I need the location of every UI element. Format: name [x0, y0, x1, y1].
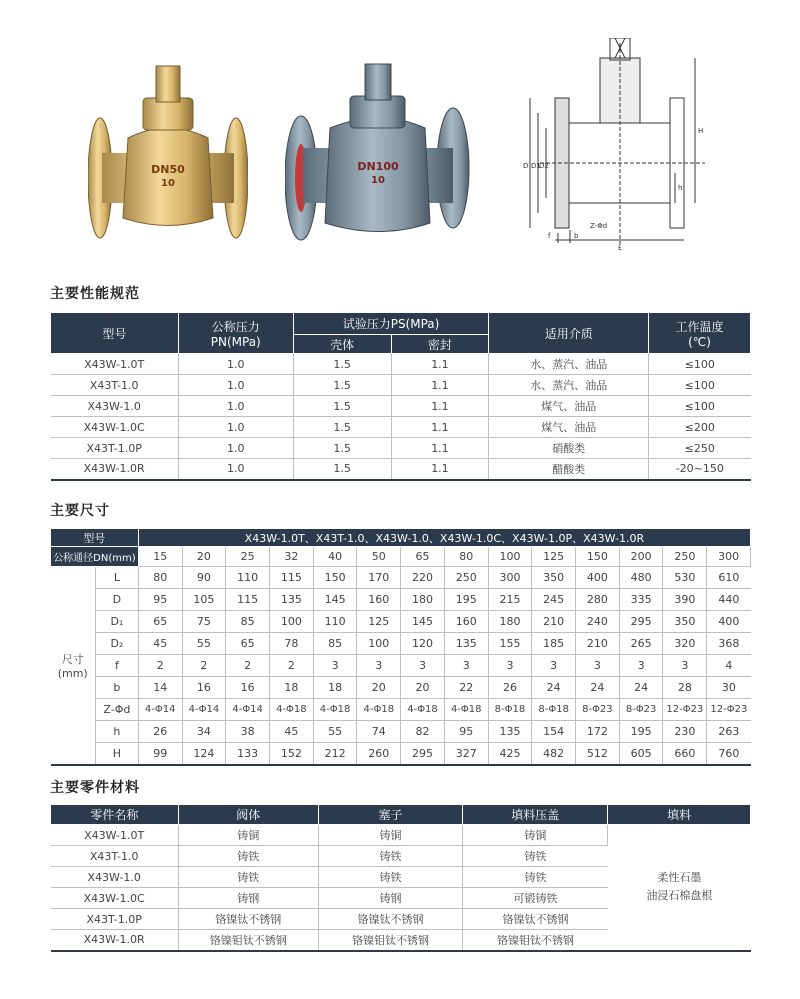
dimension-value: 195 [444, 589, 488, 611]
dimension-row [51, 611, 751, 633]
dn-value: 150 [576, 547, 620, 567]
performance-cell: -20~150 [649, 459, 751, 480]
dimension-value: 4-Φ18 [313, 699, 357, 721]
performance-cell: 煤气、油品 [489, 396, 649, 417]
performance-cell: 1.1 [391, 459, 489, 480]
materials-cell: 铬镍钼钛不锈钢 [463, 930, 608, 951]
dimension-value: 610 [707, 567, 751, 589]
dimension-value: 85 [313, 633, 357, 655]
model-list: X43W-1.0T、X43T-1.0、X43W-1.0、X43W-1.0C、X43W-1.0P、X43W-1.0R [138, 529, 750, 547]
dimension-value: 115 [226, 589, 270, 611]
dimension-value: 185 [532, 633, 576, 655]
dimension-value: 300 [488, 567, 532, 589]
dimension-value: 4-Φ18 [444, 699, 488, 721]
performance-cell: ≤100 [649, 375, 751, 396]
dimension-value: 350 [532, 567, 576, 589]
dn-value: 40 [313, 547, 357, 567]
dimension-label: D₁ [95, 611, 138, 633]
performance-cell: 1.5 [293, 396, 391, 417]
valve1-dn-marking: DN50 [151, 163, 185, 176]
dn-value: 300 [707, 547, 751, 567]
dimension-value: 95 [138, 589, 182, 611]
performance-cell: 水、蒸汽、油品 [489, 375, 649, 396]
dimension-value: 24 [576, 677, 620, 699]
dimension-value: 38 [226, 721, 270, 743]
valve-section-drawing [520, 38, 720, 253]
performance-cell: 1.1 [391, 354, 489, 375]
dimension-value: 105 [182, 589, 226, 611]
dimension-value: 110 [226, 567, 270, 589]
materials-cell: 铬镍钛不锈钢 [463, 909, 608, 930]
materials-cell: X43W-1.0R [51, 930, 179, 951]
dimension-value: 512 [576, 743, 620, 765]
brass-plug-valve-photo [88, 58, 248, 248]
performance-cell: ≤200 [649, 417, 751, 438]
dimension-value: 4 [707, 655, 751, 677]
drawing-label-d2: D2 [539, 162, 549, 170]
performance-cell: 1.0 [178, 354, 293, 375]
dimension-value: 4-Φ18 [357, 699, 401, 721]
materials-cell: 铸钢 [318, 888, 463, 909]
materials-cell: X43W-1.0T [51, 825, 179, 846]
materials-col-header: 塞子 [318, 805, 463, 825]
dimension-value: 8-Φ18 [532, 699, 576, 721]
dn-value: 125 [532, 547, 576, 567]
materials-header-row [51, 805, 751, 825]
dimension-value: 2 [270, 655, 314, 677]
dimension-value: 265 [619, 633, 663, 655]
dimension-value: 80 [138, 567, 182, 589]
performance-row [51, 459, 751, 480]
materials-cell: 铸铁 [463, 867, 608, 888]
materials-cell: 可锻铸铁 [463, 888, 608, 909]
dn-value: 32 [270, 547, 314, 567]
pn-unit: PN(MPa) [210, 334, 261, 349]
dimension-value: 3 [619, 655, 663, 677]
performance-cell: X43W-1.0C [51, 417, 179, 438]
dimension-value: 18 [270, 677, 314, 699]
dimension-value: 170 [357, 567, 401, 589]
dimension-value: 22 [444, 677, 488, 699]
materials-col-header: 填料压盖 [463, 805, 608, 825]
drawing-label-l: L [618, 244, 622, 252]
dimension-value: 16 [182, 677, 226, 699]
dn-value: 200 [619, 547, 663, 567]
dimension-value: 82 [401, 721, 445, 743]
performance-cell: 1.1 [391, 375, 489, 396]
dimension-label: H [95, 743, 138, 765]
dimension-value: 18 [313, 677, 357, 699]
dimension-value: 3 [576, 655, 620, 677]
dimension-value: 760 [707, 743, 751, 765]
materials-col-header: 填料 [608, 805, 751, 825]
materials-col-header: 阀体 [178, 805, 318, 825]
performance-cell: 1.5 [293, 417, 391, 438]
performance-cell: X43W-1.0 [51, 396, 179, 417]
dimension-value: 34 [182, 721, 226, 743]
dn-value: 50 [357, 547, 401, 567]
dimension-value: 150 [313, 567, 357, 589]
temp-unit: (℃) [688, 334, 711, 349]
materials-section-title: 主要零件材料 [50, 780, 140, 796]
dimension-value: 195 [619, 721, 663, 743]
materials-cell: X43W-1.0 [51, 867, 179, 888]
dimension-value: 210 [576, 633, 620, 655]
performance-row [51, 375, 751, 396]
performance-cell: 水、蒸汽、油品 [489, 354, 649, 375]
drawing-label-h-upper: H [698, 127, 704, 135]
dimension-value: 605 [619, 743, 663, 765]
dimension-value: 120 [401, 633, 445, 655]
dimension-value: 172 [576, 721, 620, 743]
dimension-value: 400 [707, 611, 751, 633]
dimension-label: Z-Φd [95, 699, 138, 721]
dimension-value: 45 [138, 633, 182, 655]
dimension-label: b [95, 677, 138, 699]
dimension-value: 220 [401, 567, 445, 589]
dn-value: 65 [401, 547, 445, 567]
drawing-label-b: b [574, 232, 579, 240]
dimension-value: 3 [663, 655, 707, 677]
dimension-value: 480 [619, 567, 663, 589]
dimension-value: 440 [707, 589, 751, 611]
dimension-value: 20 [357, 677, 401, 699]
dimensions-table [50, 528, 751, 766]
materials-cell: 铬镍钛不锈钢 [178, 909, 318, 930]
iron-plug-valve-photo [285, 58, 470, 248]
col-header-shell: 壳体 [293, 335, 391, 354]
performance-cell: 1.5 [293, 438, 391, 459]
valve1-pn-marking: 10 [161, 178, 175, 189]
dimension-value: 3 [488, 655, 532, 677]
dn-value: 20 [182, 547, 226, 567]
dimension-value: 45 [270, 721, 314, 743]
dimension-row [51, 589, 751, 611]
performance-cell: 醋酸类 [489, 459, 649, 480]
dimension-value: 8-Φ23 [576, 699, 620, 721]
drawing-label-bolts: Z-Φd [590, 222, 608, 230]
dn-value: 80 [444, 547, 488, 567]
dimension-value: 390 [663, 589, 707, 611]
performance-cell: 1.1 [391, 396, 489, 417]
dimension-value: 85 [226, 611, 270, 633]
dimension-value: 115 [270, 567, 314, 589]
dimension-value: 260 [357, 743, 401, 765]
dimension-value: 215 [488, 589, 532, 611]
dimension-value: 327 [444, 743, 488, 765]
materials-cell: 铬镍钼钛不锈钢 [318, 930, 463, 951]
dimension-row [51, 743, 751, 765]
dimension-value: 4-Φ14 [226, 699, 270, 721]
materials-cell: X43T-1.0 [51, 846, 179, 867]
drawing-label-d: D [523, 162, 529, 170]
dimension-value: 240 [576, 611, 620, 633]
dimension-value: 30 [707, 677, 751, 699]
dimension-value: 210 [532, 611, 576, 633]
materials-cell: 铸铁 [178, 846, 318, 867]
col-header-medium: 适用介质 [489, 313, 649, 354]
dimension-value: 425 [488, 743, 532, 765]
materials-cell: 铸铜 [318, 825, 463, 846]
dimension-value: 55 [313, 721, 357, 743]
dimension-value: 3 [532, 655, 576, 677]
dimension-value: 8-Φ18 [488, 699, 532, 721]
dimension-value: 295 [401, 743, 445, 765]
dimensions-section-title: 主要尺寸 [50, 503, 110, 519]
dimension-label: D [95, 589, 138, 611]
dimension-row [51, 633, 751, 655]
dimension-value: 4-Φ14 [182, 699, 226, 721]
performance-cell: 硝酸类 [489, 438, 649, 459]
performance-row [51, 438, 751, 459]
performance-table [50, 312, 751, 481]
dimension-value: 368 [707, 633, 751, 655]
performance-rows [51, 354, 751, 480]
dimension-value: 12-Φ23 [663, 699, 707, 721]
dimension-value: 133 [226, 743, 270, 765]
dimension-value: 155 [488, 633, 532, 655]
dimension-value: 55 [182, 633, 226, 655]
dimension-value: 135 [488, 721, 532, 743]
unit-label [51, 567, 96, 765]
dimension-value: 180 [488, 611, 532, 633]
performance-cell: 1.1 [391, 438, 489, 459]
dimension-value: 145 [401, 611, 445, 633]
performance-cell: X43W-1.0T [51, 354, 179, 375]
dimension-value: 3 [313, 655, 357, 677]
dimension-value: 180 [401, 589, 445, 611]
dimension-row [51, 655, 751, 677]
performance-cell: 1.5 [293, 459, 391, 480]
materials-cell: 铸铁 [318, 867, 463, 888]
dimension-value: 124 [182, 743, 226, 765]
performance-row [51, 417, 751, 438]
dimension-value: 2 [138, 655, 182, 677]
performance-cell: 1.0 [178, 396, 293, 417]
dimension-value: 16 [226, 677, 270, 699]
drawing-label-d1: D1 [531, 162, 541, 170]
materials-row [51, 825, 751, 846]
packing-line-1: 柔性石墨 [657, 871, 702, 885]
temp-label: 工作温度 [675, 319, 724, 334]
dimension-value: 100 [270, 611, 314, 633]
dimension-value: 26 [488, 677, 532, 699]
dimension-value: 154 [532, 721, 576, 743]
materials-cell: 铸铜 [178, 825, 318, 846]
dimension-value: 250 [444, 567, 488, 589]
performance-row [51, 354, 751, 375]
dimension-label: D₂ [95, 633, 138, 655]
dimension-value: 20 [401, 677, 445, 699]
dimension-value: 14 [138, 677, 182, 699]
dimension-value: 350 [663, 611, 707, 633]
dimension-row [51, 699, 751, 721]
dimension-value: 145 [313, 589, 357, 611]
dimension-value: 90 [182, 567, 226, 589]
dimension-value: 160 [357, 589, 401, 611]
dimension-value: 212 [313, 743, 357, 765]
dimension-value: 135 [270, 589, 314, 611]
dimension-rows [51, 567, 751, 765]
valve2-pn-marking: 10 [371, 175, 385, 186]
dimension-value: 12-Φ23 [707, 699, 751, 721]
packing-material [608, 825, 751, 951]
materials-cell: 铸铁 [463, 846, 608, 867]
materials-table [50, 804, 751, 952]
dimension-value: 24 [619, 677, 663, 699]
dimension-value: 4-Φ14 [138, 699, 182, 721]
dimension-row [51, 677, 751, 699]
performance-cell: X43W-1.0R [51, 459, 179, 480]
dimension-value: 245 [532, 589, 576, 611]
dimension-value: 263 [707, 721, 751, 743]
materials-cell: 铸铁 [178, 867, 318, 888]
dimension-value: 295 [619, 611, 663, 633]
materials-cell: X43W-1.0C [51, 888, 179, 909]
model-label: 型号 [51, 529, 139, 547]
dimension-value: 400 [576, 567, 620, 589]
dimension-value: 2 [182, 655, 226, 677]
dimension-value: 3 [444, 655, 488, 677]
drawing-label-f: f [548, 232, 551, 240]
dimension-value: 100 [357, 633, 401, 655]
dimension-value: 65 [226, 633, 270, 655]
dimension-value: 335 [619, 589, 663, 611]
product-images [0, 0, 800, 262]
unit-sub: (mm) [57, 666, 88, 680]
dimension-value: 4-Φ18 [270, 699, 314, 721]
performance-cell: ≤250 [649, 438, 751, 459]
dimension-value: 3 [401, 655, 445, 677]
dimension-value: 152 [270, 743, 314, 765]
drawing-label-h-lower: h [678, 184, 683, 192]
materials-cell: 铸铁 [318, 846, 463, 867]
dimension-value: 95 [444, 721, 488, 743]
materials-cell: 铸铜 [463, 825, 608, 846]
dn-value: 15 [138, 547, 182, 567]
packing-line-2: 油浸石棉盘根 [646, 889, 713, 903]
dn-value: 25 [226, 547, 270, 567]
dn-label: 公称通径DN(mm) [51, 547, 139, 567]
pn-label: 公称压力 [211, 319, 260, 334]
performance-cell: ≤100 [649, 396, 751, 417]
performance-cell: X43T-1.0P [51, 438, 179, 459]
dimension-value: 26 [138, 721, 182, 743]
dn-header-row [51, 547, 751, 567]
valve2-dn-marking: DN100 [357, 160, 399, 173]
dimension-value: 65 [138, 611, 182, 633]
dn-value: 250 [663, 547, 707, 567]
dimension-value: 8-Φ23 [619, 699, 663, 721]
col-header-model: 型号 [51, 313, 179, 354]
dimension-label: f [95, 655, 138, 677]
dimension-value: 28 [663, 677, 707, 699]
col-header-pn [178, 313, 293, 354]
performance-cell: 煤气、油品 [489, 417, 649, 438]
dimension-value: 660 [663, 743, 707, 765]
performance-cell: ≤100 [649, 354, 751, 375]
dimension-value: 230 [663, 721, 707, 743]
performance-cell: 1.5 [293, 375, 391, 396]
performance-cell: 1.1 [391, 417, 489, 438]
performance-cell: 1.0 [178, 459, 293, 480]
performance-section-title: 主要性能规范 [50, 286, 140, 302]
materials-col-header: 零件名称 [51, 805, 179, 825]
dimension-value: 320 [663, 633, 707, 655]
dimension-value: 135 [444, 633, 488, 655]
performance-row [51, 396, 751, 417]
performance-cell: 1.0 [178, 438, 293, 459]
materials-rows [51, 825, 751, 951]
dimension-value: 160 [444, 611, 488, 633]
materials-cell: X43T-1.0P [51, 909, 179, 930]
dimension-value: 110 [313, 611, 357, 633]
performance-cell: 1.5 [293, 354, 391, 375]
dimension-value: 24 [532, 677, 576, 699]
dimension-value: 4-Φ18 [401, 699, 445, 721]
dimension-label: h [95, 721, 138, 743]
dimension-row [51, 721, 751, 743]
dn-value: 100 [488, 547, 532, 567]
performance-cell: 1.0 [178, 417, 293, 438]
dimension-value: 75 [182, 611, 226, 633]
dimension-value: 74 [357, 721, 401, 743]
dimension-value: 99 [138, 743, 182, 765]
col-header-ps: 试验压力PS(MPa) [293, 313, 489, 335]
dimension-value: 482 [532, 743, 576, 765]
materials-cell: 铬镍钼钛不锈钢 [178, 930, 318, 951]
dimension-value: 2 [226, 655, 270, 677]
materials-cell: 铬镍钛不锈钢 [318, 909, 463, 930]
unit-text: 尺寸 [61, 652, 84, 666]
col-header-temp [649, 313, 751, 354]
dimension-value: 530 [663, 567, 707, 589]
dimension-value: 78 [270, 633, 314, 655]
col-header-seal: 密封 [391, 335, 489, 354]
dimension-value: 280 [576, 589, 620, 611]
dimension-value: 125 [357, 611, 401, 633]
performance-cell: 1.0 [178, 375, 293, 396]
materials-cell: 铸钢 [178, 888, 318, 909]
dimension-value: 3 [357, 655, 401, 677]
dimension-label: L [95, 567, 138, 589]
dimension-row [51, 567, 751, 589]
performance-cell: X43T-1.0 [51, 375, 179, 396]
